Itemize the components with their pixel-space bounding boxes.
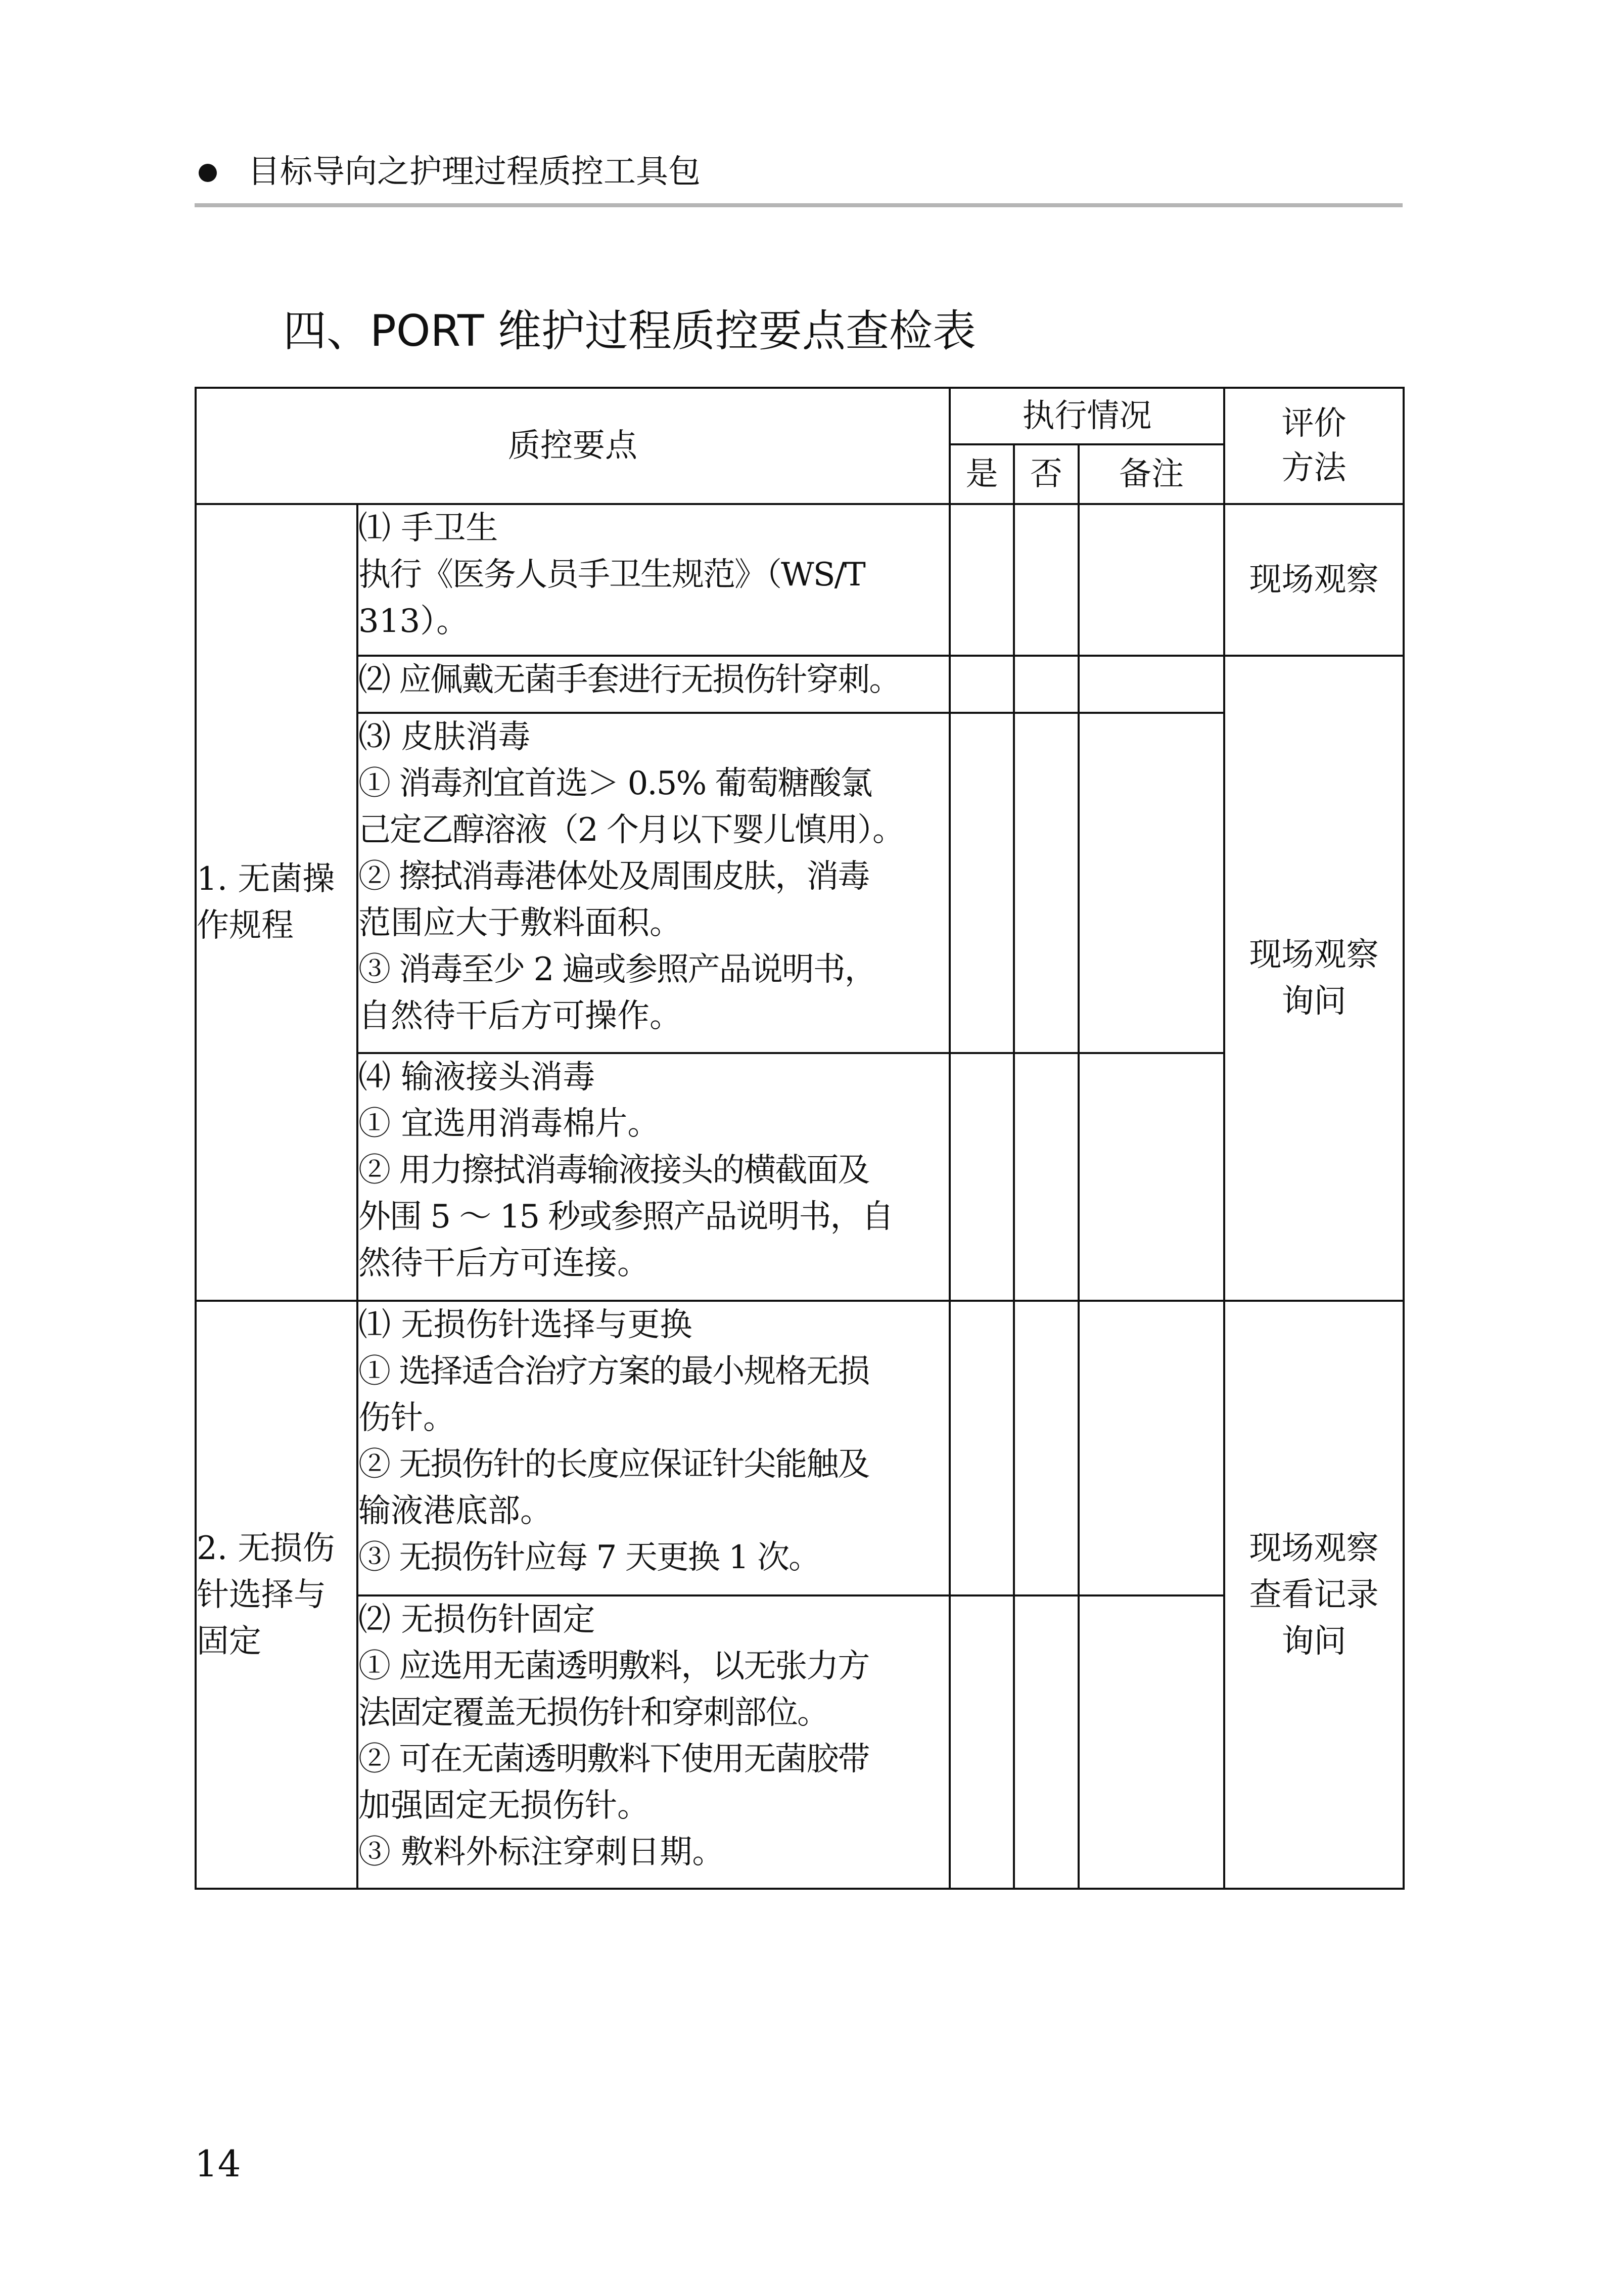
item-line: ① 选择适合治疗方案的最小规格无损 [358,1353,869,1390]
yes-checkbox-cell[interactable] [950,656,1014,713]
header-no: 否 [1014,444,1079,504]
no-checkbox-cell[interactable] [1014,656,1079,713]
header-method-line: 方法 [1281,449,1347,487]
method-cell [1224,656,1404,1301]
method-line: 现场观察 [1249,1529,1379,1567]
note-cell[interactable] [1079,504,1224,656]
running-header [195,142,1403,207]
yes-checkbox-cell[interactable] [950,1053,1014,1301]
table-row [196,504,1404,656]
item-line: 自然待干后方可操作。 [358,997,682,1035]
yes-checkbox-cell[interactable] [950,504,1014,656]
item-line: ① 宜选用消毒棉片。 [358,1105,660,1143]
yes-checkbox-cell[interactable] [950,1595,1014,1889]
yes-checkbox-cell[interactable] [950,1301,1014,1595]
page-number: 14 [195,2142,241,2185]
item-cell [357,713,950,1053]
header-method-line: 评价 [1281,405,1347,442]
item-line: ③ 无损伤针应每 7 天更换 1 次。 [358,1539,820,1576]
item-line: ① 消毒剂宜首选＞ 0.5% 葡萄糖酸氯 [358,765,872,802]
item-line: ② 擦拭消毒港体处及周围皮肤，消毒 [358,858,869,895]
item-cell [357,1053,950,1301]
section-title: 四、PORT 维护过程质控要点查检表 [283,306,976,356]
item-line: 范围应大于敷料面积。 [358,904,682,942]
note-cell[interactable] [1079,656,1224,713]
note-cell[interactable] [1079,1595,1224,1889]
item-line: ⑴ 手卫生 [358,510,498,547]
method-cell [1224,504,1404,656]
item-cell [357,504,950,656]
method-line: 询问 [1281,983,1347,1020]
method-line: 查看记录 [1249,1576,1379,1614]
category-line: 1. 无菌操 [197,860,335,898]
item-line: ⑴ 无损伤针选择与更换 [358,1306,692,1344]
item-line: 313）。 [358,603,469,640]
header-note: 备注 [1079,444,1224,504]
header-title: 目标导向之护理过程质控工具包 [248,153,701,191]
no-checkbox-cell[interactable] [1014,504,1079,656]
table-row [196,1595,1404,1889]
item-line: ⑶ 皮肤消毒 [358,718,531,756]
qc-checklist-table [195,387,1405,1890]
item-line: ① 应选用无菌透明敷料，以无张力方 [358,1648,869,1685]
no-checkbox-cell[interactable] [1014,1595,1079,1889]
note-cell[interactable] [1079,1053,1224,1301]
header-yes: 是 [950,444,1014,504]
category-cell [196,504,357,1301]
category-line: 针选择与 [197,1576,326,1614]
no-checkbox-cell[interactable] [1014,1301,1079,1595]
category-line: 作规程 [197,907,294,944]
item-line: 伤针。 [358,1399,455,1437]
note-cell[interactable] [1079,713,1224,1053]
item-cell [357,1595,950,1889]
item-line: 输液港底部。 [358,1492,552,1530]
yes-checkbox-cell[interactable] [950,713,1014,1053]
header-execution: 执行情况 [950,388,1224,444]
item-line: 加强固定无损伤针。 [358,1787,649,1824]
item-line: ③ 敷料外标注穿刺日期。 [358,1834,725,1871]
item-line: ② 可在无菌透明敷料下使用无菌胶带 [358,1741,869,1778]
table-row [196,656,1404,713]
item-line: 执行《医务人员手卫生规范》（WS/T [358,556,865,594]
item-line: 己定乙醇溶液（2 个月以下婴儿慎用）。 [358,811,904,849]
header-method [1224,388,1404,504]
bullet-icon [199,164,217,182]
header-points: 质控要点 [196,388,950,504]
item-line: ⑵ 应佩戴无菌手套进行无损伤针穿刺。 [358,661,901,699]
item-line: 外围 5 ～ 15 秒或参照产品说明书，自 [358,1198,893,1236]
table-row [196,1301,1404,1595]
category-line: 固定 [197,1622,261,1660]
item-line: ② 用力擦拭消毒输液接头的横截面及 [358,1152,869,1189]
table-row [196,713,1404,1053]
item-cell [357,656,950,713]
item-line: ⑵ 无损伤针固定 [358,1601,595,1638]
header-divider [195,203,1403,207]
item-line: ③ 消毒至少 2 遍或参照产品说明书， [358,951,876,988]
method-line: 现场观察 [1249,936,1379,974]
table-row [196,1053,1404,1301]
method-cell [1224,1301,1404,1889]
method-line: 询问 [1281,1622,1347,1660]
item-line: 法固定覆盖无损伤针和穿刺部位。 [358,1694,828,1731]
no-checkbox-cell[interactable] [1014,713,1079,1053]
no-checkbox-cell[interactable] [1014,1053,1079,1301]
item-line: ⑷ 输液接头消毒 [358,1059,595,1096]
category-line: 2. 无损伤 [197,1529,335,1567]
item-line: 然待干后方可连接。 [358,1245,649,1282]
category-cell [196,1301,357,1889]
item-line: ② 无损伤针的长度应保证针尖能触及 [358,1446,869,1483]
item-cell [357,1301,950,1595]
method-line: 现场观察 [1249,561,1379,599]
note-cell[interactable] [1079,1301,1224,1595]
